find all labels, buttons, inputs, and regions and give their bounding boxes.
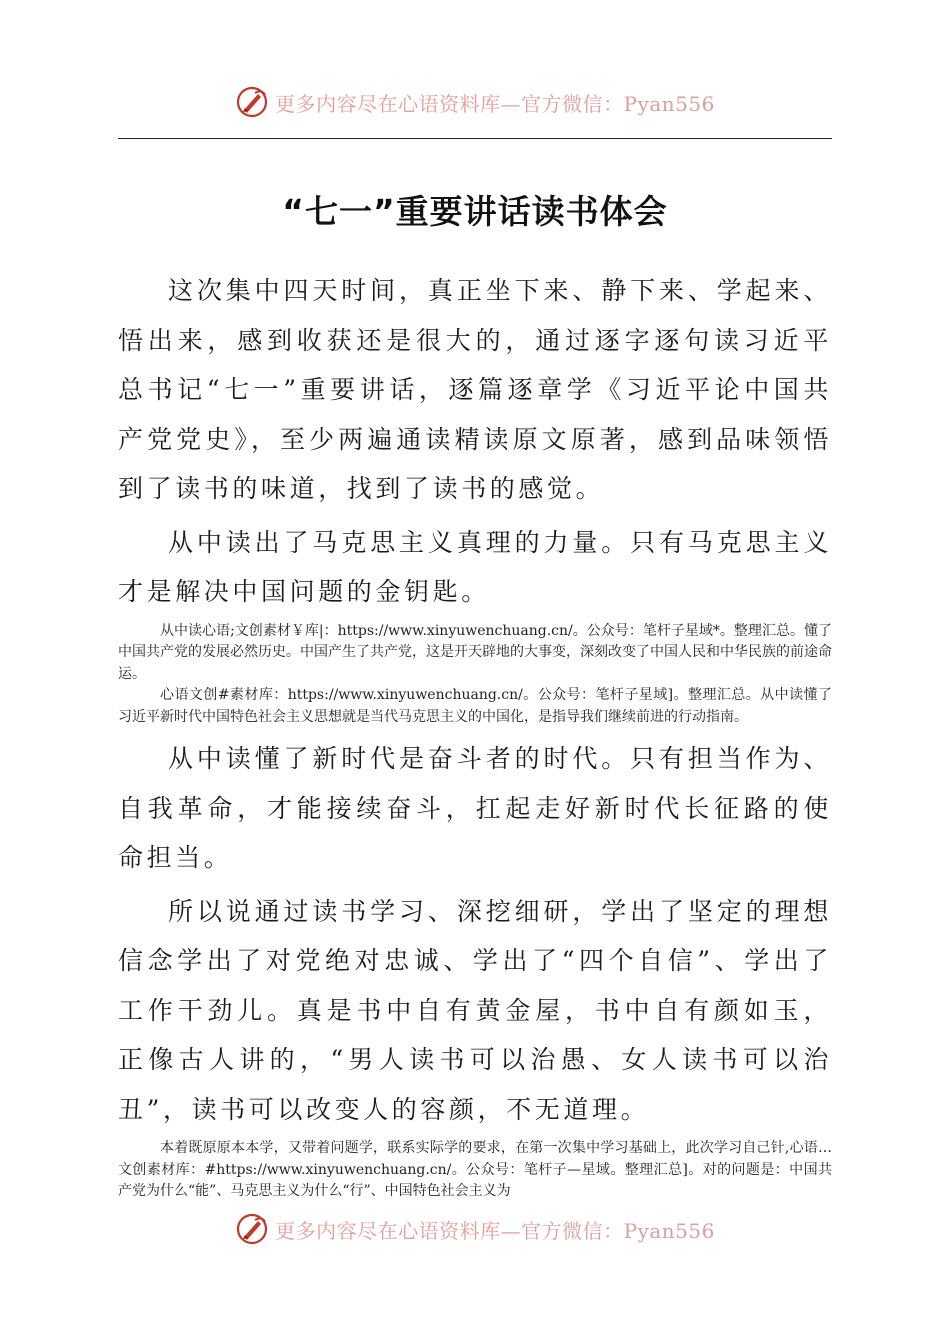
paragraph-2: 从中读出了马克思主义真理的力量。只有马克思主义才是解决中国问题的金钥匙。 — [118, 527, 832, 606]
paragraph-3: 从中读懂了新时代是奋斗者的时代。只有担当作为、自我革命，才能接续奋斗，扛起走好新时代长征路的使命担当。 — [118, 744, 832, 872]
document-title: “七一”重要讲话读书体会 — [282, 192, 668, 231]
banner-text — [275, 1215, 715, 1244]
pen-logo-icon — [235, 1212, 269, 1246]
header-banner — [0, 80, 950, 124]
small-paragraph-3: 本着既原原本本学，又带着问题学，联系实际学的要求，在第一次集中学习基础上，此次学习自己针,心语…文创素材库：#https://www.xinyuwenchuang.cn/。公众号：笔杆子—星域。整理汇总]。对的问题是：中国共产党为什么“能”、马克思主义为什么“行”、中国特色社会主义为 — [118, 1140, 832, 1199]
banner-wechat: 官方微信：Pyan556 — [521, 91, 715, 116]
footer-banner — [0, 1207, 950, 1251]
banner-brand: 更多内容尽在心语资料库— — [275, 1218, 522, 1243]
banner-wechat: 官方微信：Pyan556 — [521, 1218, 715, 1243]
paragraph-4: 所以说通过读书学习、深挖细研，学出了坚定的理想信念学出了对党绝对忠诚、学出了“四个自信”、学出了工作干劲儿。真是书中自有黄金屋，书中自有颜如玉，正像古人讲的，“男人读书可以治愚、女人读书可以治丑”，读书可以改变人的容颜，不无道理。 — [118, 896, 832, 1124]
small-print-group-2 — [118, 1138, 832, 1203]
pen-logo-icon — [235, 85, 269, 119]
banner-text — [275, 88, 715, 117]
banner-brand: 更多内容尽在心语资料库— — [275, 91, 522, 116]
small-paragraph-2: 心语文创#素材库：https://www.xinyuwenchuang.cn/。公众号：笔杆子星域]。整理汇总。从中读懂了习近平新时代中国特色社会主义思想就是当代马克思主义的中国化，是指导我们继续前进的行动指南。 — [118, 687, 832, 725]
document-body — [118, 266, 832, 1209]
paragraph-1: 这次集中四天时间，真正坐下来、静下来、学起来、悟出来，感到收获还是很大的，通过逐字逐句读习近平总书记“七一”重要讲话，逐篇逐章学《习近平论中国共产党党史》，至少两遍通读精读原文原著，感到品味领悟到了读书的味道，找到了读书的感觉。 — [118, 276, 832, 503]
small-paragraph-1: 从中读心语;文创素材￥库|：https://www.xinyuwenchuang.cn/。公众号：笔杆子星域*。整理汇总。懂了中国共产党的发展必然历史。中国产生了共产党，这是开天辟地的大事变，深刻改变了中国人民和中华民族的前途命运。 — [118, 622, 832, 682]
small-print-group-1 — [118, 621, 832, 729]
header-divider — [118, 138, 832, 139]
